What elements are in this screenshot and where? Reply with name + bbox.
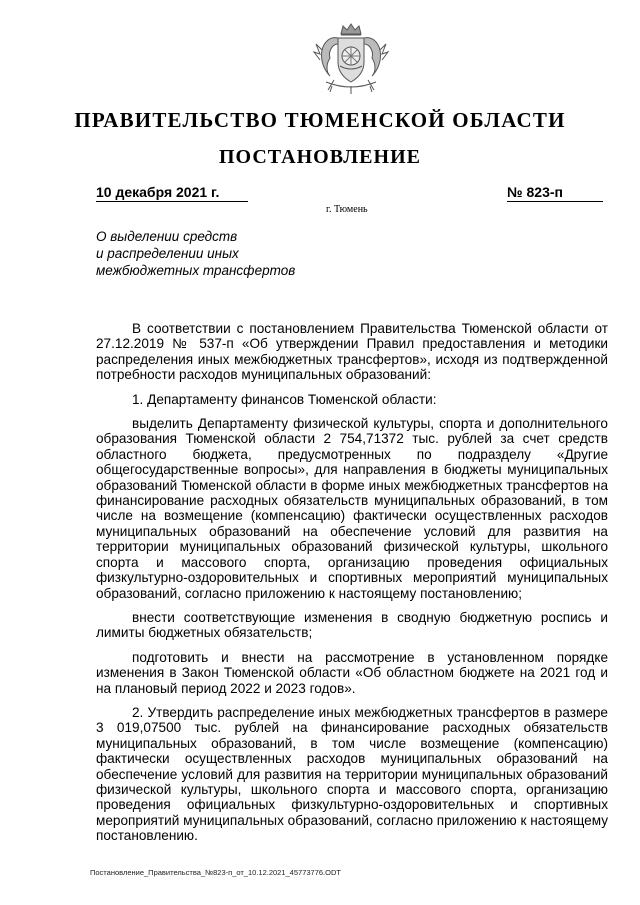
footer-filename: Постановление_Правительства_№823-п_от_10.12.2021_45773776.ODT xyxy=(90,868,341,877)
document-number: № 823-п xyxy=(507,184,603,202)
government-title: ПРАВИТЕЛЬСТВО ТЮМЕНСКОЙ ОБЛАСТИ xyxy=(74,108,566,132)
document-body xyxy=(96,321,608,853)
body-paragraph: 2. Утвердить распределение иных межбюджетных трансфертов в размере 3 019,07500 тыс. рублей на финансирование расходных обязательств муниципальных образований, в том числе возмещение (компенсацию) фактически осуществленных расходов муниципальных образований на обеспечение условий для развития на территории муниципальных образований физической культуры, школьного спорта и массового спорта, организацию проведения официальных физкультурно-оздоровительных и спортивных мероприятий муниципальных образований, согласно приложению к настоящему постановлению. xyxy=(96,704,608,844)
coat-of-arms-icon xyxy=(308,20,394,98)
subject-line: О выделении средств xyxy=(96,229,238,244)
document-date: 10 декабря 2021 г. xyxy=(96,184,248,202)
subject-line: межбюджетных трансфертов xyxy=(96,263,296,278)
document-city: г. Тюмень xyxy=(326,204,368,215)
body-paragraph: выделить Департаменту физической культуры, спорта и дополнительного образования Тюменской области 2 754,71372 тыс. рублей за счет средств областного бюджета, предусмотренных по подразделу «Другие общегосударственные вопросы», для направления в бюджеты муниципальных образований Тюменской области в форме иных межбюджетных трансфертов на финансирование расходных обязательств муниципальных образований, в том числе на возмещение (компенсацию) фактически осуществленных расходов муниципальных образований на обеспечение условий для развития на территории муниципальных образований физической культуры, школьного спорта и массового спорта, организацию проведения официальных физкультурно-оздоровительных и спортивных мероприятий муниципальных образований, согласно приложению к настоящему постановлению; xyxy=(96,416,608,601)
document-subject xyxy=(96,228,356,279)
body-paragraph: В соответствии с постановлением Правительства Тюменской области от 27.12.2019 № 537-п «Об утверждении Правил предоставления и методики распределения иных межбюджетных трансфертов», исходя из подтвержденной потребности расходов муниципальных образований: xyxy=(96,321,608,383)
body-paragraph: 1. Департаменту финансов Тюменской области: xyxy=(132,391,437,407)
document-type: ПОСТАНОВЛЕНИЕ xyxy=(219,146,421,168)
body-paragraph: подготовить и внести на рассмотрение в установленном порядке изменения в Закон Тюменской области «Об областном бюджете на 2021 год и на плановый период 2022 и 2023 годов». xyxy=(96,649,608,696)
subject-line: и распределении иных xyxy=(96,246,239,261)
body-paragraph: внести соответствующие изменения в сводную бюджетную роспись и лимиты бюджетных обязательств; xyxy=(96,609,608,641)
